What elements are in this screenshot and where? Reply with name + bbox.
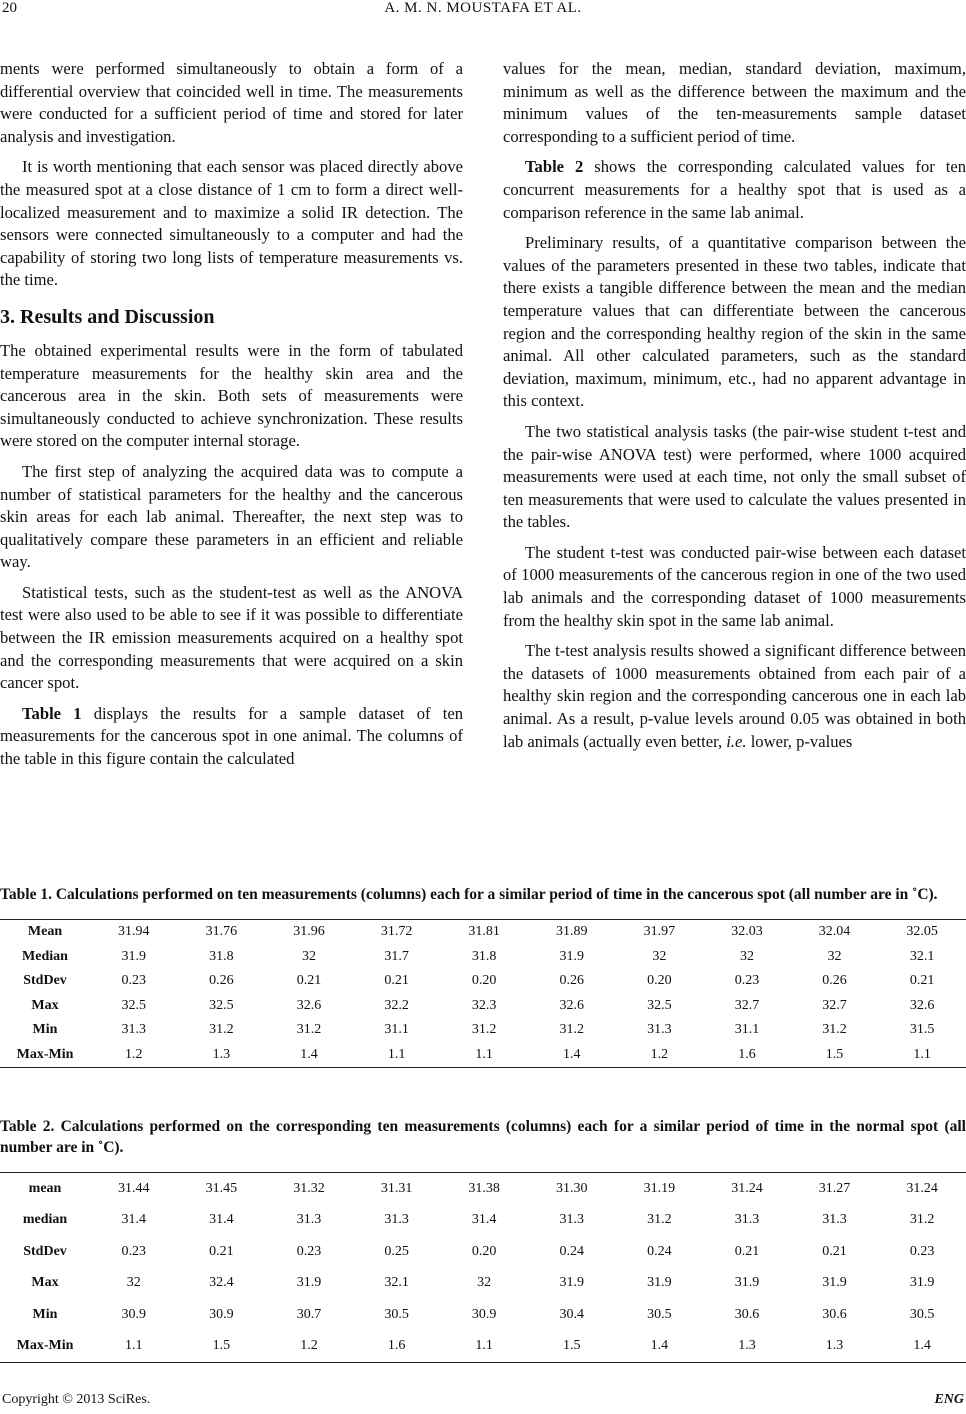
table-cell: 0.20 xyxy=(647,973,672,989)
table-cell: 1.6 xyxy=(738,1046,756,1062)
table-cell: 31.27 xyxy=(818,1180,851,1196)
table-cell: 0.20 xyxy=(471,1243,497,1259)
table-cell: 0.24 xyxy=(559,1243,585,1259)
table-row xyxy=(0,1268,966,1300)
data-table xyxy=(0,919,966,1068)
table-cell: 1.1 xyxy=(387,1046,406,1062)
table-cell: 0.26 xyxy=(559,973,585,989)
paragraph: The student t-test was conducted pair-wise between each dataset of 1000 measurements of the cancerous region in one of the two used lab animals and the corresponding dataset of 1000 measurements from the healthy skin spot in the same lab animal. xyxy=(503,542,966,630)
table-cell: 32 xyxy=(739,948,754,964)
table-cell: 31.2 xyxy=(822,1022,847,1038)
table-reference: Table 1 xyxy=(22,703,82,723)
table-cell: 31.4 xyxy=(121,1212,147,1228)
paragraph: The two statistical analysis tasks (the pair-wise student t-test and the pair-wise ANOVA test) were performed, where 1000 acquired measurements were used at each time, not only the small subset of ten measurements that were used to calculate the values presented in the tables. xyxy=(503,421,966,532)
row-label: StdDev xyxy=(23,1243,67,1259)
table-cell: 1.3 xyxy=(212,1046,231,1062)
table-cell: 31.5 xyxy=(909,1022,935,1038)
table-cell: 0.21 xyxy=(296,973,322,989)
paragraph xyxy=(503,156,966,224)
table-cell: 31.2 xyxy=(296,1022,322,1038)
table-cell: 31.19 xyxy=(643,1180,676,1196)
table-cell: 31.76 xyxy=(205,924,238,940)
copyright: Copyright © 2013 SciRes. xyxy=(2,1392,151,1407)
table-cell: 0.25 xyxy=(384,1243,409,1259)
journal-abbrev: ENG xyxy=(934,1392,964,1407)
table-cell: 30.5 xyxy=(647,1306,672,1322)
table-cell: 32 xyxy=(477,1275,492,1291)
table-cell: 31.9 xyxy=(734,1275,760,1291)
table-cell: 1.3 xyxy=(738,1338,756,1354)
table-cell: 1.1 xyxy=(475,1338,493,1354)
table-cell: 31.3 xyxy=(384,1212,409,1228)
table-cell: 32.4 xyxy=(209,1275,234,1291)
table-cell: 1.4 xyxy=(650,1338,669,1354)
table-cell: 32.6 xyxy=(559,997,585,1013)
table-row xyxy=(0,1043,966,1068)
table-cell: 0.23 xyxy=(734,973,760,989)
table-cell: 31.9 xyxy=(909,1275,935,1291)
table-cell: 31.2 xyxy=(471,1022,497,1038)
table-cell: 31.97 xyxy=(643,924,676,940)
table-cell: 32 xyxy=(827,948,842,964)
row-label: Max-Min xyxy=(16,1338,74,1354)
table-cell: 30.9 xyxy=(209,1306,234,1322)
table-cell: 30.6 xyxy=(822,1306,847,1322)
row-label: mean xyxy=(28,1180,62,1196)
page-header xyxy=(0,0,966,24)
table-cell: 0.23 xyxy=(296,1243,322,1259)
table-cell: 31.9 xyxy=(559,1275,585,1291)
table-cell: 30.5 xyxy=(384,1306,409,1322)
table-cell: 1.4 xyxy=(300,1046,318,1062)
table-cell: 31.9 xyxy=(822,1275,847,1291)
table-cell: 30.4 xyxy=(559,1306,585,1322)
table-cell: 1.4 xyxy=(913,1338,931,1354)
table-cell: 31.4 xyxy=(471,1212,497,1228)
table-cell: 32 xyxy=(652,948,667,964)
table-cell: 1.3 xyxy=(825,1338,844,1354)
paragraph xyxy=(0,703,463,771)
page-number: 20 xyxy=(2,0,17,16)
table-row xyxy=(0,1331,966,1363)
table-cell: 31.3 xyxy=(822,1212,847,1228)
row-label: Min xyxy=(32,1306,58,1322)
table-cell: 31.32 xyxy=(293,1180,325,1196)
paragraph: ments were performed simultaneously to obtain a form of a differential overview that coincided well in time. The measurements were conducted for a sufficient period of time and stored for later analysis and investigation. xyxy=(0,59,463,146)
table-cell: 32.6 xyxy=(296,997,322,1013)
table-cell: 1.1 xyxy=(913,1046,931,1062)
row-label: Max xyxy=(31,1275,59,1291)
row-label: Max xyxy=(31,997,59,1013)
table-cell: 31.38 xyxy=(468,1180,500,1196)
table-cell: 1.5 xyxy=(563,1338,581,1354)
table-row xyxy=(0,920,966,945)
table-cell: 1.2 xyxy=(300,1338,318,1354)
table-cell: 1.1 xyxy=(475,1046,493,1062)
table-cell: 31.3 xyxy=(121,1022,147,1038)
table-cell: 31.72 xyxy=(380,924,413,940)
table-cell: 31.1 xyxy=(734,1022,760,1038)
italic-text: i.e. xyxy=(726,731,747,751)
table-cell: 30.9 xyxy=(471,1306,497,1322)
table-cell: 31.9 xyxy=(559,948,585,964)
table-cell: 32.5 xyxy=(121,997,147,1013)
table-cell: 32.5 xyxy=(647,997,672,1013)
table-cell: 32.1 xyxy=(384,1275,409,1291)
table-cell: 31.96 xyxy=(293,924,325,940)
table-cell: 32.1 xyxy=(909,948,935,964)
table-cell: 32.7 xyxy=(822,997,847,1013)
table-cell: 0.21 xyxy=(822,1243,847,1259)
section-title: 3. Results and Discussion xyxy=(0,305,215,328)
table-cell: 31.9 xyxy=(647,1275,672,1291)
table-cell: 31.44 xyxy=(118,1180,150,1196)
table-cell: 0.23 xyxy=(909,1243,935,1259)
paragraph: Preliminary results, of a quantitative comparison between the values of the parameters presented in these two tables, indicate that there exists a tangible difference between the mean and the median temperature values that can differentiate between the cancerous region and the corresponding healthy region of the skin in the same animal. All other calculated parameters, such as the standard deviation, maximum, minimum, etc., had no apparent advantage in this context. xyxy=(503,233,966,411)
table-cell: 31.7 xyxy=(384,948,409,964)
table-cell: 31.45 xyxy=(205,1180,238,1196)
table-cell: 32.03 xyxy=(731,924,763,940)
table-row xyxy=(0,1299,966,1331)
table-cell: 0.26 xyxy=(209,973,234,989)
table-cell: 0.24 xyxy=(647,1243,672,1259)
table-reference: Table 2 xyxy=(525,157,584,177)
table-cell: 31.3 xyxy=(559,1212,585,1228)
table-cell: 0.23 xyxy=(121,1243,147,1259)
table-cell: 30.9 xyxy=(121,1306,147,1322)
table-cell: 0.21 xyxy=(909,973,935,989)
table-cell: 30.7 xyxy=(296,1306,322,1322)
table-cell: 31.3 xyxy=(296,1212,322,1228)
table-cell: 32 xyxy=(126,1275,141,1291)
table-cell: 0.21 xyxy=(384,973,409,989)
paragraph: values for the mean, median, standard deviation, maximum, minimum as well as the difference between the maximum and the minimum values of the ten-measurements sample dataset corresponding to a sufficient period of time. xyxy=(503,59,966,146)
paragraph-text: displays the results for a sample dataset of ten measurements for the cancerous spot in one animal. The columns of the table in this figure contain the calculated xyxy=(0,703,463,769)
paragraph: Statistical tests, such as the student-test as well as the ANOVA test were also used to be able to see if it was possible to differentiate between the IR emission measurements acquired on a healthy spot and the corresponding measurements that were acquired on a skin cancer spot. xyxy=(0,582,463,693)
table-1 xyxy=(0,884,966,1068)
table-cell: 32 xyxy=(301,948,316,964)
data-table xyxy=(0,1172,966,1363)
table-cell: 0.20 xyxy=(471,973,497,989)
table-cell: 31.1 xyxy=(384,1022,409,1038)
table-cell: 30.5 xyxy=(909,1306,935,1322)
table-cell: 32.7 xyxy=(734,997,760,1013)
table-cell: 1.2 xyxy=(125,1046,143,1062)
right-column xyxy=(503,58,966,761)
table-cell: 32.6 xyxy=(909,997,935,1013)
table-cell: 31.8 xyxy=(209,948,234,964)
row-label: Mean xyxy=(27,924,63,940)
row-label: median xyxy=(22,1212,68,1228)
table-cell: 1.5 xyxy=(825,1046,844,1062)
paragraph: The first step of analyzing the acquired data was to compute a number of statistical parameters for the healthy and the cancerous skin areas for each lab animal. Thereafter, the next step was to qualitatively compare these parameters in an efficient and reliable way. xyxy=(0,461,463,572)
table-row xyxy=(0,1018,966,1043)
table-row xyxy=(0,1205,966,1237)
table-cell: 1.6 xyxy=(387,1338,406,1354)
table-cell: 30.6 xyxy=(734,1306,760,1322)
table-cell: 31.24 xyxy=(906,1180,938,1196)
table-2 xyxy=(0,1116,966,1363)
table-cell: 31.94 xyxy=(118,924,150,940)
table-caption: Table 1. Calculations performed on ten measurements (columns) each for a similar period of time in the cancerous spot (all number are in ˚C). xyxy=(0,886,938,903)
table-cell: 31.89 xyxy=(556,924,588,940)
table-cell: 31.30 xyxy=(556,1180,588,1196)
table-cell: 31.2 xyxy=(909,1212,935,1228)
table-cell: 0.21 xyxy=(734,1243,760,1259)
table-cell: 0.21 xyxy=(209,1243,234,1259)
paragraph: The obtained experimental results were in the form of tabulated temperature measurements for the healthy skin area and the cancerous area in the skin. Both sets of measurements were simultaneously conducted to achieve synchronization. These results were stored on the computer internal storage. xyxy=(0,340,463,451)
table-cell: 31.81 xyxy=(468,924,500,940)
table-cell: 1.1 xyxy=(125,1338,143,1354)
table-cell: 31.4 xyxy=(209,1212,234,1228)
table-cell: 1.5 xyxy=(212,1338,231,1354)
table-cell: 31.9 xyxy=(121,948,147,964)
table-cell: 32.05 xyxy=(906,924,938,940)
table-row xyxy=(0,945,966,970)
table-cell: 31.24 xyxy=(731,1180,763,1196)
table-cell: 32.04 xyxy=(818,924,851,940)
table-cell: 31.2 xyxy=(647,1212,672,1228)
table-cell: 1.2 xyxy=(650,1046,669,1062)
table-cell: 0.26 xyxy=(822,973,847,989)
table-row xyxy=(0,1236,966,1268)
running-title: A. M. N. MOUSTAFA ET AL. xyxy=(384,0,582,16)
left-column xyxy=(0,58,463,779)
table-cell: 32.5 xyxy=(209,997,234,1013)
paragraph xyxy=(503,640,966,753)
row-label: Max-Min xyxy=(16,1046,74,1062)
table-cell: 31.9 xyxy=(296,1275,322,1291)
table-cell: 31.3 xyxy=(647,1022,672,1038)
table-cell: 32.3 xyxy=(471,997,497,1013)
table-cell: 31.8 xyxy=(471,948,497,964)
table-cell: 1.4 xyxy=(563,1046,581,1062)
table-cell: 31.2 xyxy=(559,1022,585,1038)
table-cell: 31.31 xyxy=(380,1180,413,1196)
table-cell: 32.2 xyxy=(384,997,409,1013)
paragraph-text: shows the corresponding calculated values for ten concurrent measurements for a healthy spot that is used as a comparison reference in the same lab animal. xyxy=(503,157,966,222)
table-caption: Table 2. Calculations performed on the corresponding ten measurements (columns) each for a similar period of time in the normal spot (all number are in ˚C). xyxy=(0,1118,966,1156)
table-cell: 0.23 xyxy=(121,973,147,989)
table-row xyxy=(0,994,966,1019)
table-row xyxy=(0,1173,966,1205)
paragraph-text: The t-test analysis results showed a significant difference between the datasets of 1000 measurements obtained from each pair of a healthy skin region and the corresponding cancerous one in each lab animal. As a result, p-value levels around 0.05 was obtained in both lab animals (actually even better, xyxy=(503,641,966,751)
table-cell: 31.3 xyxy=(734,1212,760,1228)
table-cell: 31.2 xyxy=(209,1022,234,1038)
paragraph-text: lower, p-values xyxy=(746,731,853,751)
table-row xyxy=(0,969,966,994)
paragraph: It is worth mentioning that each sensor was placed directly above the measured spot at a close distance of 1 cm to form a direct well-localized measurement and to maximize a solid IR detection. The sensors were connected simultaneously to a computer and had the capability of storing two long lists of temperature measurements vs. the time. xyxy=(0,157,463,290)
row-label: Min xyxy=(32,1022,58,1038)
row-label: Median xyxy=(22,948,68,964)
row-label: StdDev xyxy=(23,973,67,989)
